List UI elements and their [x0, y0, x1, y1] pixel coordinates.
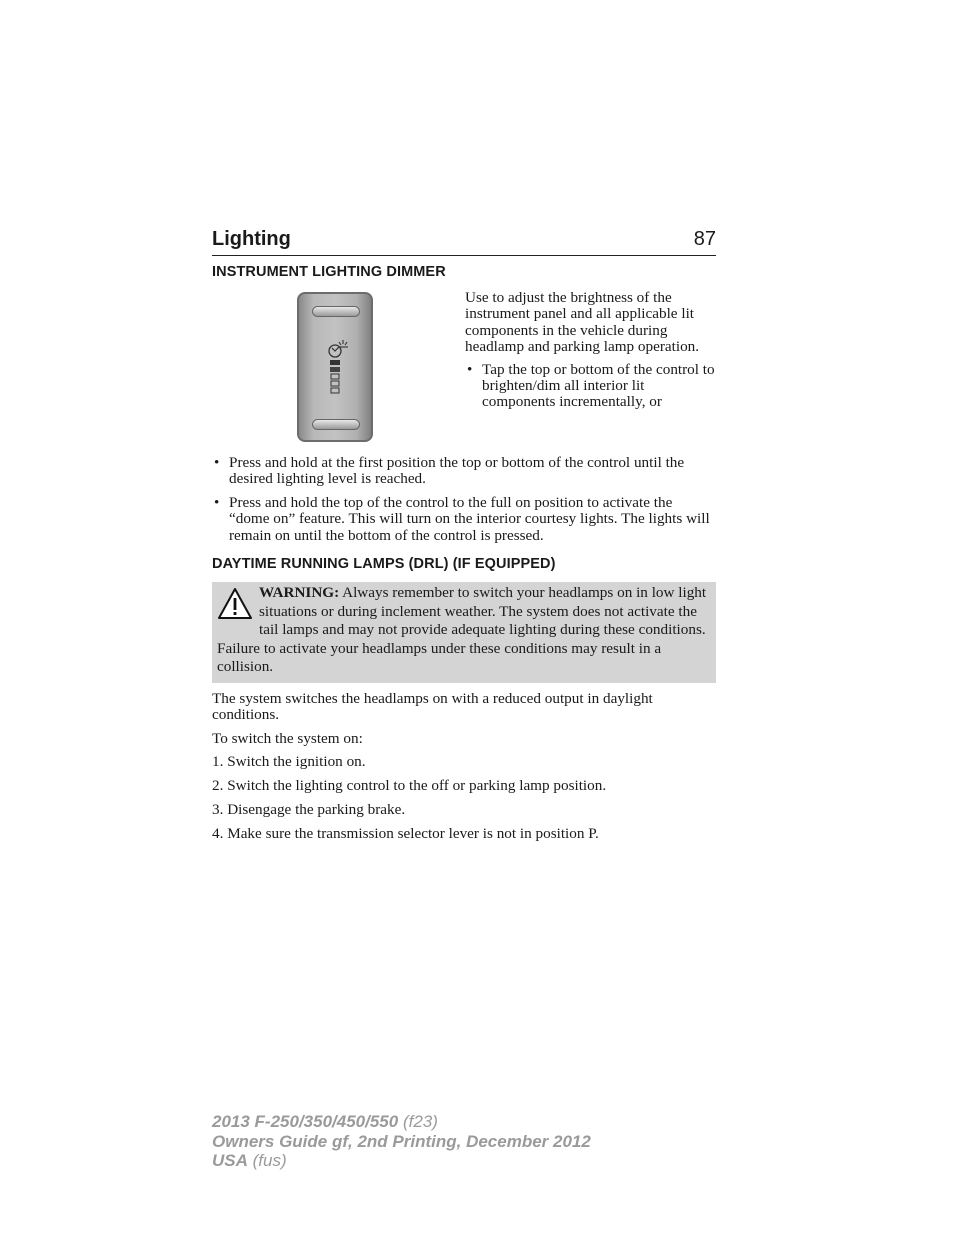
footer-market-code: (fus) [247, 1151, 287, 1170]
drl-paragraph: The system switches the headlamps on with a reduced output in daylight conditions. [212, 690, 653, 724]
brightness-icon [326, 338, 350, 398]
page-footer [212, 1112, 591, 1171]
footer-printing: Owners Guide gf, 2nd Printing, December 2012 [212, 1131, 591, 1151]
footer-model: 2013 F-250/350/450/550 [212, 1112, 399, 1131]
dimmer-bullets [212, 455, 716, 544]
footer-market: USA [212, 1151, 248, 1170]
page-header [212, 228, 716, 256]
heading-drl: DAYTIME RUNNING LAMPS (DRL) (IF EQUIPPED) [212, 556, 556, 573]
drl-instructions-intro: To switch the system on: [212, 729, 363, 747]
list-item: 4. Make sure the transmission selector lever is not in position P. [212, 825, 599, 843]
list-item: • Press and hold at the first position the top or bottom of the control until the desired lighting level is reached. [212, 455, 716, 488]
manual-page [212, 228, 716, 850]
list-item: • Press and hold the top of the control to the full on position to activate the “dome on” feature. This will turn on the interior courtesy lights. The lights will remain on until the bottom of the control is pressed. [212, 495, 716, 544]
page-number: 87 [693, 228, 716, 250]
list-item: 3. Disengage the parking brake. [212, 801, 406, 819]
dimmer-illustration [212, 290, 465, 455]
warning-triangle-icon [217, 586, 253, 622]
footer-model-code: (f23) [398, 1112, 438, 1131]
list-item: 2. Switch the lighting control to the off or parking lamp position. [212, 777, 607, 795]
switch-bottom-bar [312, 419, 360, 430]
switch-top-bar [312, 306, 360, 317]
warning-box [212, 582, 716, 683]
section-title: Lighting [212, 228, 291, 250]
dimmer-switch-icon [297, 292, 373, 442]
heading-instrument-lighting-dimmer: INSTRUMENT LIGHTING DIMMER [212, 264, 446, 280]
list-item: 1. Switch the ignition on. [212, 753, 366, 771]
warning-text: Always remember to switch your headlamps on in low light situations or during inclement weather. The system does not activate the tail lamps and may not provide adequate lighting during these conditions. Failure to activate your headlamps under these conditions may result in a collision. [217, 584, 707, 676]
drl-steps [212, 754, 716, 842]
side-text [465, 290, 716, 455]
side-bullet: • Tap the top or bottom of the control to brighten/dim all interior lit components incrementally, or [465, 362, 716, 411]
dimmer-intro: Use to adjust the brightness of the instrument panel and all applicable lit components in the vehicle during headlamp and parking lamp operation. [465, 289, 700, 356]
warning-label: WARNING: [259, 584, 340, 602]
dimmer-block [212, 290, 716, 455]
